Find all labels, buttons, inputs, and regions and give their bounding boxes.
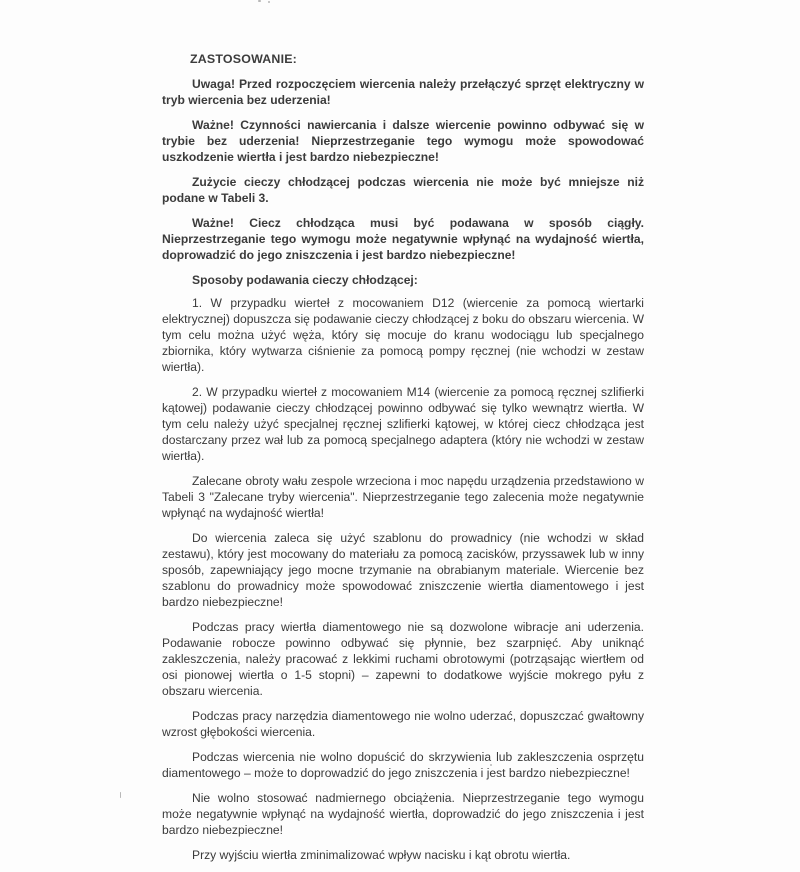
paragraph-d12: 1. W przypadku wierteł z mocowaniem D12 (wiercenie za pomocą wiertarki elektrycznej) dopuszcza się podawanie cieczy chłodzącej z boku do obszaru wiercenia. W tym celu można użyć węża, który się mocuje do kranu wodociągu lub specjalnego zbiornika, który wytwarza ciśnienie za pomocą pompy ręcznej (nie wchodzi w zestaw wiertła). — [162, 296, 644, 374]
coolant-methods-heading: Sposoby podawania cieczy chłodzącej: — [192, 273, 418, 287]
scan-speck — [268, 1, 270, 3]
section-heading: ZASTOSOWANIE: — [190, 52, 298, 66]
document-page — [162, 52, 644, 872]
paragraph-vibration: Podczas pracy wiertła diamentowego nie są dozwolone wibracje ani uderzenia. Podawanie robocze powinno odbywać się płynnie, bez szarpnięć. Aby uniknąć zakleszczenia, należy pracować z lekkimi ruchami obrotowymi (potrząsając wiertłem od osi pionowej wiertła o 1-5 stopni) – zapewni to dodatkowe wyjście mokrego pyłu z obszaru wiercenia. — [162, 620, 644, 698]
important-paragraph-no-impact: Ważne! Czynności nawiercania i dalsze wiercenie powinno odbywać się w trybie bez uderzenia! Nieprzestrzeganie tego wymogu może spowodować uszkodzenie wiertła i jest bardzo niebezpieczne! — [162, 118, 644, 164]
important-paragraph-coolant: Ważne! Ciecz chłodząca musi być podawana w sposób ciągły. Nieprzestrzeganie tego wymogu może negatywnie wpłynąć na wydajność wiertła, doprowadzić do jego zniszczenia i jest bardzo niebezpieczne! — [162, 216, 644, 262]
warning-paragraph-mode: Uwaga! Przed rozpoczęciem wiercenia należy przełączyć sprzęt elektryczny w tryb wiercenia bez uderzenia! — [162, 77, 644, 107]
paragraph-no-skew: Podczas wiercenia nie wolno dopuścić do skrzywienia lub zakleszczenia osprzętu diamentowego – może to doprowadzić do jego zniszczenia i jest bardzo niebezpieczne! — [162, 750, 644, 780]
paragraph-no-impact: Podczas pracy narzędzia diamentowego nie wolno uderzać, dopuszczać gwałtowny wzrost głębokości wiercenia. — [162, 709, 644, 739]
coolant-consumption-paragraph: Zużycie cieczy chłodzącej podczas wiercenia nie może być mniejsze niż podane w Tabeli 3. — [162, 175, 644, 205]
paragraph-m14: 2. W przypadku wierteł z mocowaniem M14 (wiercenie za pomocą ręcznej szlifierki kątowej) podawanie cieczy chłodzącej powinno odbywać się tylko wewnątrz wiertła. W tym celu należy użyć specjalnej ręcznej szlifierki kątowej, w której ciecz chłodząca jest dostarczany przez wał lub za pomocą specjalnego adaptera (który nie wchodzi w zestaw wiertła). — [162, 385, 644, 463]
paragraph-exit: Przy wyjściu wiertła zminimalizować wpływ nacisku i kąt obrotu wiertła. — [192, 848, 571, 862]
paragraph-template: Do wiercenia zaleca się użyć szablonu do prowadnicy (nie wchodzi w skład zestawu), który jest mocowany do materiału za pomocą zacisków, przyssawek lub w inny sposób, zapewniający jego mocne trzymanie na obrabianym materiale. Wiercenie bez szablonu do prowadnicy może spowodować zniszczenie wiertła diamentowego i jest bardzo niebezpieczne! — [162, 531, 644, 609]
scan-speck — [258, 0, 261, 2]
paragraph-no-overload: Nie wolno stosować nadmiernego obciążenia. Nieprzestrzeganie tego wymogu może negatywnie wpłynąć na wydajność wiertła, doprowadzić do jego zniszczenia i jest bardzo niebezpieczne! — [162, 791, 644, 837]
scan-speck — [490, 764, 492, 766]
paragraph-rpm: Zalecane obroty wału zespole wrzeciona i moc napędu urządzenia przedstawiono w Tabeli 3 "Zalecane tryby wiercenia". Nieprzestrzeganie tego zalecenia może negatywnie wpłynąć na wydajność wiertła! — [162, 474, 644, 520]
scan-speck — [120, 792, 121, 798]
